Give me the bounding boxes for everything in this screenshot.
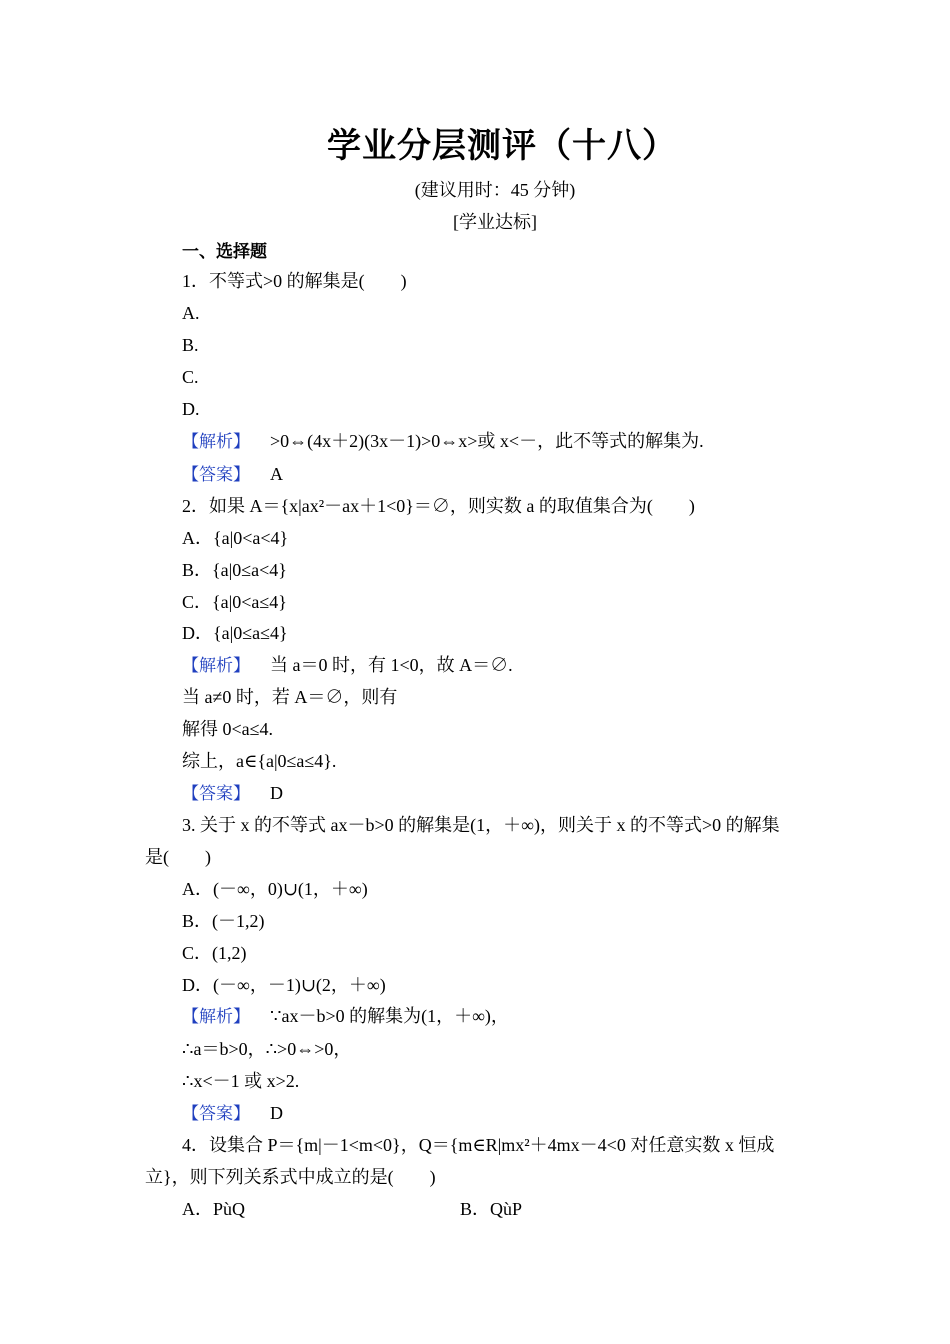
q2-option-c: C．{a|0<a≤4} bbox=[182, 592, 287, 612]
q3-stem-1: 3. 关于 x 的不等式 ax－b>0 的解集是(1，＋∞)，则关于 x 的不等式>0 的解集 bbox=[182, 815, 780, 835]
q3-option-c: C．(1,2) bbox=[182, 943, 247, 963]
q1-stem: 1．不等式>0 的解集是( ) bbox=[182, 271, 407, 291]
q3-option-b: B．(－1,2) bbox=[182, 911, 265, 931]
section-heading: 一、选择题 bbox=[182, 242, 267, 262]
q2-option-a: A．{a|0<a<4} bbox=[182, 528, 289, 548]
q3-answer: D bbox=[270, 1103, 283, 1123]
q3-analysis-1: ∵ax－b>0 的解集为(1，＋∞)， bbox=[270, 1006, 509, 1026]
q2-option-b: B．{a|0≤a<4} bbox=[182, 560, 287, 580]
q3-analysis-2: ∴a＝b>0，∴>0⇔>0， bbox=[182, 1039, 352, 1059]
analysis-tag: 【解析】 bbox=[182, 432, 250, 452]
q4-stem-1: 4．设集合 P＝{m|－1<m<0}，Q＝{m∈R|mx²＋4mx－4<0 对任意实数 x 恒成 bbox=[182, 1135, 775, 1155]
q1-answer: A bbox=[270, 464, 283, 484]
q2-stem: 2．如果 A＝{x|ax²－ax＋1<0}＝∅，则实数 a 的取值集合为( ) bbox=[182, 496, 695, 516]
analysis-tag: 【解析】 bbox=[182, 1007, 250, 1027]
answer-tag: 【答案】 bbox=[182, 465, 250, 485]
q2-analysis-2: 当 a≠0 时，若 A＝∅，则有 bbox=[182, 687, 398, 707]
q3-analysis-row bbox=[182, 1004, 509, 1029]
q4-option-b: B．QùP bbox=[460, 1199, 523, 1219]
q3-answer-row bbox=[182, 1101, 283, 1126]
q1-option-c: C. bbox=[182, 367, 199, 387]
q2-analysis-1: 当 a＝0 时，有 1<0，故 A＝∅. bbox=[270, 655, 513, 675]
q2-analysis-row bbox=[182, 653, 513, 678]
q2-analysis-4: 综上，a∈{a|0≤a≤4}. bbox=[182, 751, 337, 771]
answer-tag: 【答案】 bbox=[182, 1104, 250, 1124]
section-label: [学业达标] bbox=[453, 212, 537, 232]
q2-analysis-3: 解得 0<a≤4. bbox=[182, 719, 274, 739]
q1-option-a: A. bbox=[182, 303, 200, 323]
q1-option-d: D. bbox=[182, 399, 200, 419]
q1-option-b: B. bbox=[182, 335, 199, 355]
q3-stem-2: 是( ) bbox=[145, 847, 211, 867]
q3-option-d: D．(－∞，－1)∪(2，＋∞) bbox=[182, 975, 386, 995]
analysis-tag: 【解析】 bbox=[182, 656, 250, 676]
q1-analysis-row bbox=[182, 429, 704, 454]
q1-analysis: >0⇔(4x＋2)(3x－1)>0⇔x>或 x<－，此不等式的解集为. bbox=[270, 431, 704, 451]
q1-answer-row bbox=[182, 462, 283, 487]
q2-answer: D bbox=[270, 783, 283, 803]
q2-answer-row bbox=[182, 781, 283, 806]
page-title: 学业分层测评（十八） bbox=[327, 126, 677, 166]
q3-analysis-3: ∴x<－1 或 x>2. bbox=[182, 1071, 300, 1091]
q4-option-a: A．PùQ bbox=[182, 1199, 246, 1219]
answer-tag: 【答案】 bbox=[182, 784, 250, 804]
q3-option-a: A．(－∞，0)∪(1，＋∞) bbox=[182, 879, 368, 899]
q2-option-d: D．{a|0≤a≤4} bbox=[182, 623, 288, 643]
time-note: (建议用时：45 分钟) bbox=[414, 180, 576, 200]
q4-stem-2: 立}，则下列关系式中成立的是( ) bbox=[145, 1167, 436, 1187]
